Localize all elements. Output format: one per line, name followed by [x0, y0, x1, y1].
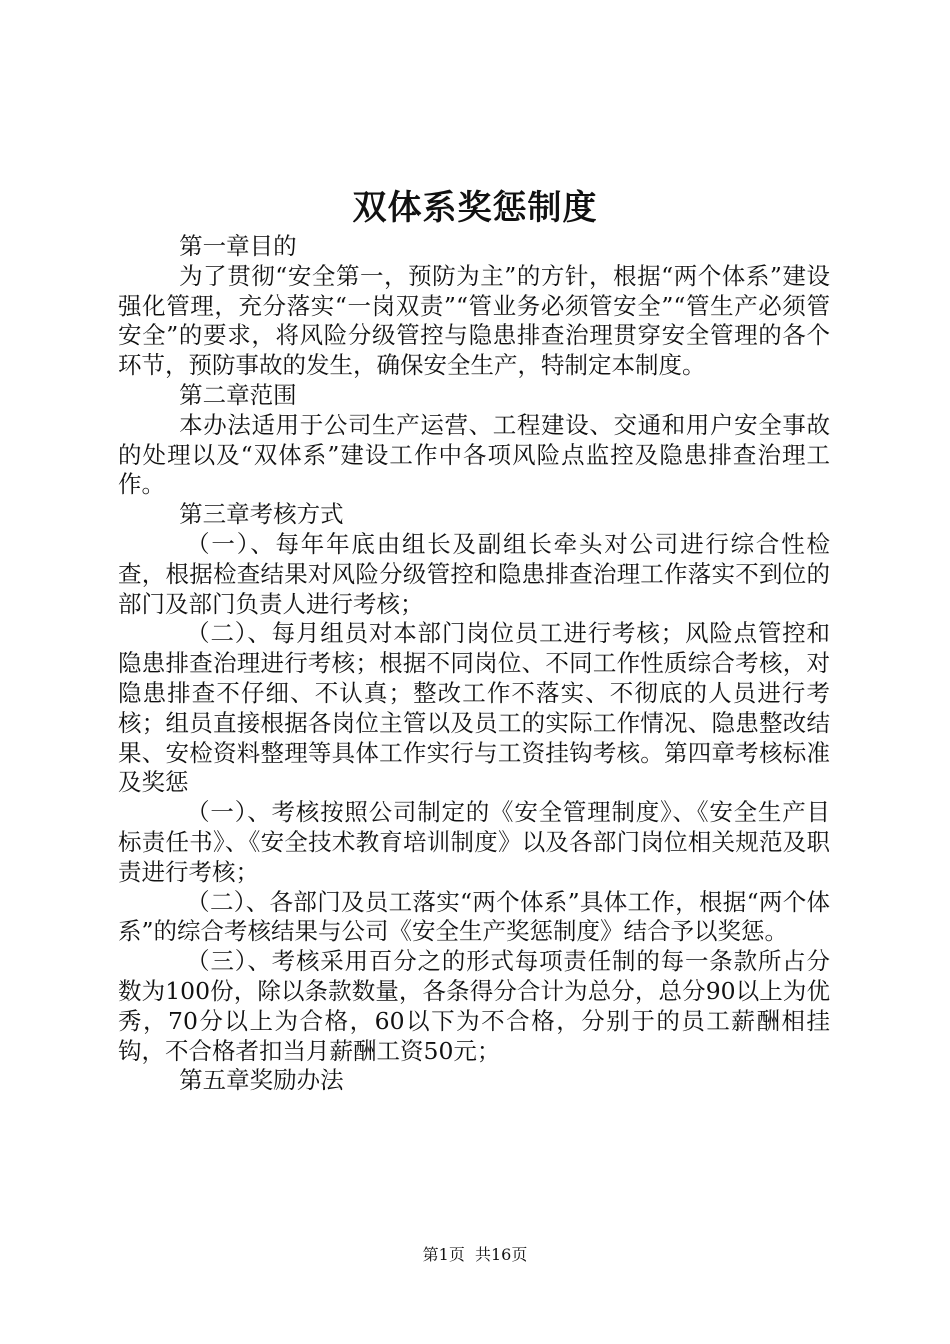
- chapter-3-item-2: （二）、每月组员对本部门岗位员工进行考核；风险点管控和隐患排查治理进行考核；根据不同岗位、不同工作性质综合考核，对隐患排查不仔细、不认真；整改工作不落实、不彻底的人员进行考核；组员直接根据各岗位主管以及员工的实际工作情况、隐患整改结果、安检资料整理等具体工作实行与工资挂钩考核。第四章考核标准及奖惩: [118, 619, 830, 797]
- chapter-1-paragraph: 为了贯彻“安全第一，预防为主”的方针，根据“两个体系”建设强化管理，充分落实“一岗双责”“管业务必须管安全”“管生产必须管安全”的要求，将风险分级管控与隐患排查治理贯穿安全管理的各个环节，预防事故的发生，确保安全生产，特制定本制度。: [118, 261, 830, 380]
- chapter-4-item-1: （一）、考核按照公司制定的《安全管理制度》、《安全生产目标责任书》、《安全技术教育培训制度》以及各部门岗位相关规范及职责进行考核；: [118, 798, 830, 886]
- document-title: 双体系奖惩制度: [352, 188, 598, 228]
- chapter-3-item-1: （一）、每年年底由组长及副组长牵头对公司进行综合性检查，根据检查结果对风险分级管控和隐患排查治理工作落实不到位的部门及部门负责人进行考核；: [118, 529, 830, 618]
- chapter-3-heading: 第三章考核方式: [179, 500, 344, 529]
- chapter-4-item-3: （三）、考核采用百分之的形式每项责任制的每一条款所占分数为100份，除以条款数量，各条得分合计为总分，总分90以上为优秀，70分以上为合格，60以下为不合格，分别于的员工薪酬相挂钩，不合格者扣当月薪酬工资50元；: [118, 947, 830, 1065]
- chapter-2-paragraph: 本办法适用于公司生产运营、工程建设、交通和用户安全事故的处理以及“双体系”建设工作中各项风险点监控及隐患排查治理工作。: [118, 410, 830, 499]
- chapter-1-heading: 第一章目的: [179, 232, 297, 260]
- document-body: [118, 232, 830, 1096]
- chapter-5-heading: 第五章奖励办法: [179, 1066, 344, 1095]
- page-number-label: 第1页 共16页: [422, 1245, 528, 1264]
- page-footer: [0, 1243, 950, 1267]
- chapter-4-item-2: （二）、各部门及员工落实“两个体系”具体工作，根据“两个体系”的综合考核结果与公司《安全生产奖惩制度》结合予以奖惩。: [118, 887, 830, 946]
- chapter-2-heading: 第二章范围: [179, 380, 297, 409]
